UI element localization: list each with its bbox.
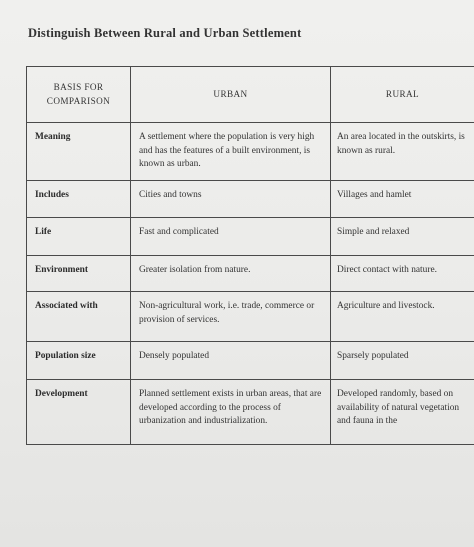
table-row: [27, 380, 474, 445]
table-header-row: [27, 67, 474, 123]
row-urban: Planned settlement exists in urban areas, that are developed according to the process of urbanization and industrialization.: [131, 380, 331, 445]
table-row: [27, 181, 474, 218]
row-rural: Direct contact with nature.: [331, 256, 474, 292]
table-row: [27, 218, 474, 256]
table-row: [27, 292, 474, 342]
header-basis: BASIS FOR COMPARISON: [27, 67, 131, 123]
row-rural: Villages and hamlet: [331, 181, 474, 218]
row-basis: Population size: [27, 342, 131, 380]
row-urban: Cities and towns: [131, 181, 331, 218]
row-urban: Greater isolation from nature.: [131, 256, 331, 292]
row-urban: Non-agricultural work, i.e. trade, commerce or provision of services.: [131, 292, 331, 342]
row-rural: Sparsely populated: [331, 342, 474, 380]
row-basis: Associated with: [27, 292, 131, 342]
table-row: [27, 123, 474, 181]
comparison-table: [26, 66, 474, 445]
row-rural: Simple and relaxed: [331, 218, 474, 256]
row-basis: Life: [27, 218, 131, 256]
table-row: [27, 342, 474, 380]
row-urban: Fast and complicated: [131, 218, 331, 256]
row-rural: Developed randomly, based on availability of natural vegetation and fauna in the: [331, 380, 474, 445]
table-row: [27, 256, 474, 292]
row-urban: Densely populated: [131, 342, 331, 380]
row-basis: Meaning: [27, 123, 131, 181]
header-rural: RURAL: [331, 67, 474, 123]
row-urban: A settlement where the population is very high and has the features of a built environment, is known as urban.: [131, 123, 331, 181]
row-rural: An area located in the outskirts, is known as rural.: [331, 123, 474, 181]
row-basis: Includes: [27, 181, 131, 218]
row-basis: Environment: [27, 256, 131, 292]
row-basis: Development: [27, 380, 131, 445]
page-title: Distinguish Between Rural and Urban Settlement: [28, 26, 302, 40]
row-rural: Agriculture and livestock.: [331, 292, 474, 342]
header-urban: URBAN: [131, 67, 331, 123]
